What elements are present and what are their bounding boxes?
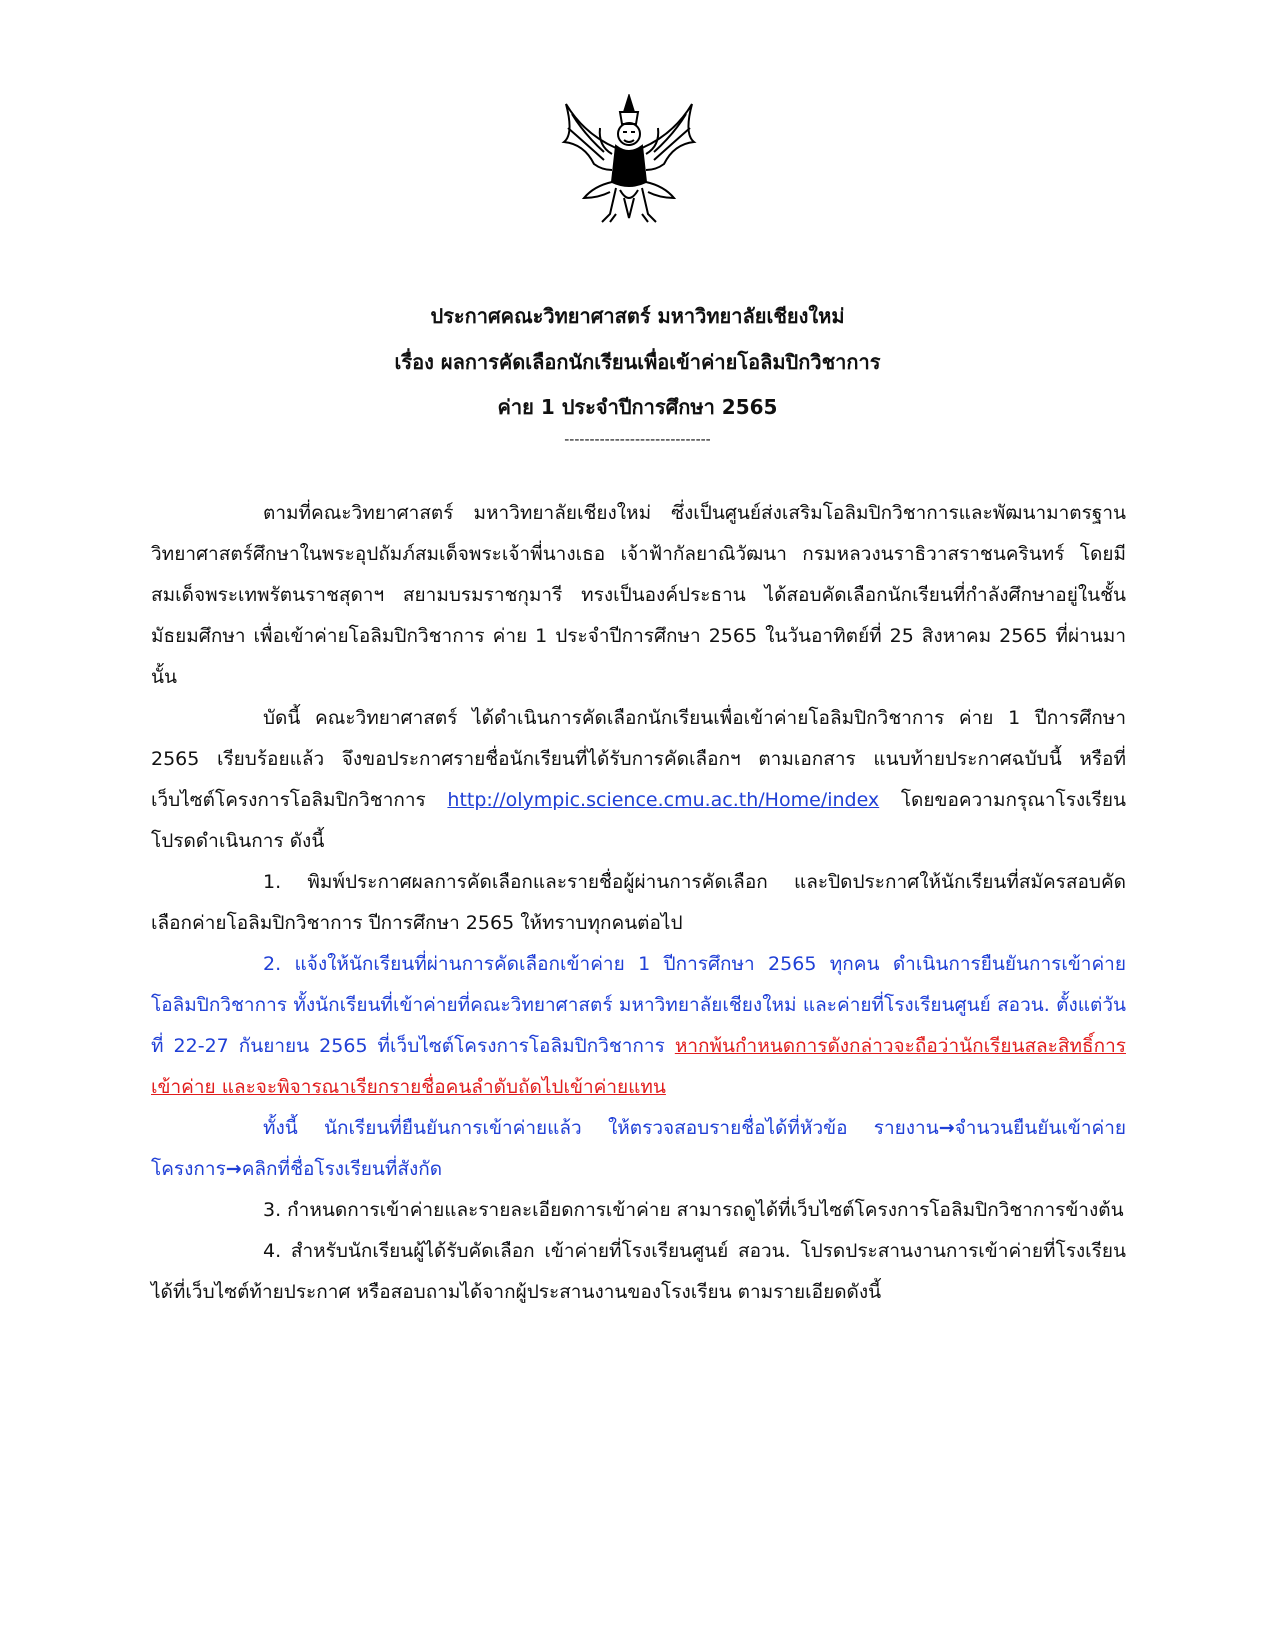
arrow-right-icon: → (938, 1117, 955, 1139)
list-item-2 (151, 944, 1126, 1108)
list-item-3: 3. กำหนดการเข้าค่ายและรายละเอียดการเข้าค่าย สามารถดูได้ที่เว็บไซต์โครงการโอลิมปิกวิชาการข้างต้น (263, 1199, 1124, 1221)
confirmation-note-final: คลิกที่ชื่อโรงเรียนที่สังกัด (241, 1158, 443, 1180)
list-item-2-instruction: 2. แจ้งให้นักเรียนที่ผ่านการคัดเลือกเข้าค่าย 1 ปีการศึกษา 2565 ทุกคน ดำเนินการยืนยันการเข้าค่ายโอลิมปิกวิชาการ ทั้งนักเรียนที่เข้าค่ายที่คณะวิทยาศาสตร์ มหาวิทยาลัยเชียงใหม่ และค่ายที่โรงเรียนศูนย์ สอวน. ตั้งแต่วันที่ 22-27 กันยายน 2565 ที่เว็บไซต์โครงการโอลิมปิกวิชาการ (151, 953, 1126, 1057)
list-item-2-warning: หากพ้นกำหนดการดังกล่าวจะถือว่านักเรียนสละสิทธิ์การเข้าค่าย และจะพิจารณาเรียกรายชื่อคนลำดับถัดไปเข้าค่ายแทน (151, 1035, 1126, 1098)
announcement-camp-year: ค่าย 1 ประจำปีการศึกษา 2565 (497, 395, 778, 419)
list-item-4: 4. สำหรับนักเรียนผู้ได้รับคัดเลือก เข้าค่ายที่โรงเรียนศูนย์ สอวน. โปรดประสานงานการเข้าค่ายที่โรงเรียน ได้ที่เว็บไซต์ท้ายประกาศ หรือสอบถามได้จากผู้ประสานงานของโรงเรียน ตามรายเอียดดังนี้ (151, 1240, 1126, 1303)
title-divider: ----------------------------- (564, 432, 711, 448)
paragraph-result-text: บัดนี้ คณะวิทยาศาสตร์ ได้ดำเนินการคัดเลือกนักเรียนเพื่อเข้าค่ายโอลิมปิกวิชาการ ค่าย 1 ปีการศึกษา 2565 เรียบร้อยแล้ว จึงขอประกาศรายชื่อนักเรียนที่ได้รับการคัดเลือกฯ ตามเอกสาร แนบท้ายประกาศฉบับนี้ หรือที่เว็บไซต์โครงการโอลิมปิกวิชาการ (151, 707, 1126, 811)
paragraph-result-tail: โดยขอความกรุณาโรงเรียนโปรดดำเนินการ ดังนี้ (151, 789, 1126, 852)
confirmation-note-step: จำนวนยืนยันเข้าค่ายโครงการ (151, 1117, 1126, 1180)
list-item-1: 1. พิมพ์ประกาศผลการคัดเลือกและรายชื่อผู้ผ่านการคัดเลือก และปิดประกาศให้นักเรียนที่สมัครสอบคัดเลือกค่ายโอลิมปิกวิชาการ ปีการศึกษา 2565 ให้ทราบทุกคนต่อไป (151, 871, 1126, 934)
confirmation-note-text: ทั้งนี้ นักเรียนที่ยืนยันการเข้าค่ายแล้ว ให้ตรวจสอบรายชื่อได้ที่หัวข้อ รายงาน (263, 1117, 939, 1139)
announcement-subject: เรื่อง ผลการคัดเลือกนักเรียนเพื่อเข้าค่ายโอลิมปิกวิชาการ (394, 350, 881, 374)
arrow-right-icon: → (225, 1158, 242, 1180)
paragraph-intro: ตามที่คณะวิทยาศาสตร์ มหาวิทยาลัยเชียงใหม่ ซึ่งเป็นศูนย์ส่งเสริมโอลิมปิกวิชาการและพัฒนามาตรฐานวิทยาศาสตร์ศึกษาในพระอุปถัมภ์สมเด็จพระเจ้าพี่นางเธอ เจ้าฟ้ากัลยาณิวัฒนา กรมหลวงนราธิวาสราชนครินทร์ โดยมีสมเด็จพระเทพรัตนราชสุดาฯ สยามบรมราชกุมารี ทรงเป็นองค์ประธาน ได้สอบคัดเลือกนักเรียนที่กำลังศึกษาอยู่ในชั้นมัธยมศึกษา เพื่อเข้าค่ายโอลิมปิกวิชาการ ค่าย 1 ประจำปีการศึกษา 2565 ในวันอาทิตย์ที่ 25 สิงหาคม 2565 ที่ผ่านมานั้น (151, 502, 1126, 688)
confirmation-note (151, 1108, 1126, 1190)
olympic-website-link[interactable]: http://olympic.science.cmu.ac.th/Home/index (447, 789, 880, 811)
garuda-emblem-icon (554, 94, 704, 226)
paragraph-result (151, 698, 1126, 862)
announcement-body (151, 493, 1126, 1313)
announcement-title: ประกาศคณะวิทยาศาสตร์ มหาวิทยาลัยเชียงใหม่ (430, 304, 845, 328)
